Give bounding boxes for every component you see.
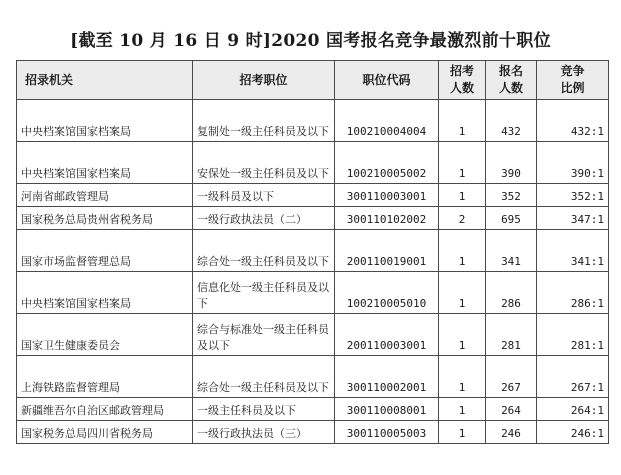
table-row: [17, 100, 609, 142]
header-code: 职位代码: [335, 61, 439, 100]
cell-dept: 新疆维吾尔自治区邮政管理局: [17, 398, 193, 421]
cell-applicants: 341: [486, 230, 537, 272]
cell-quota: 1: [439, 314, 486, 356]
table-row: [17, 207, 609, 230]
table-row: [17, 398, 609, 421]
cell-code: 300110102002: [335, 207, 439, 230]
cell-code: 300110003001: [335, 184, 439, 207]
table-row: [17, 184, 609, 207]
cell-applicants: 286: [486, 272, 537, 314]
cell-applicants: 281: [486, 314, 537, 356]
header-applicants-line1: 报名: [498, 64, 523, 78]
cell-ratio: 390:1: [537, 142, 609, 184]
cell-ratio: 286:1: [537, 272, 609, 314]
table-row: [17, 356, 609, 398]
cell-code: 100210005010: [335, 272, 439, 314]
cell-dept: 中央档案馆国家档案局: [17, 142, 193, 184]
cell-quota: 1: [439, 272, 486, 314]
cell-applicants: 267: [486, 356, 537, 398]
cell-ratio: 281:1: [537, 314, 609, 356]
cell-applicants: 352: [486, 184, 537, 207]
cell-code: 300110005003: [335, 421, 439, 444]
cell-ratio: 341:1: [537, 230, 609, 272]
cell-dept: 上海铁路监督管理局: [17, 356, 193, 398]
cell-applicants: 246: [486, 421, 537, 444]
cell-position: 综合处一级主任科员及以下: [193, 356, 335, 398]
cell-ratio: 352:1: [537, 184, 609, 207]
cell-applicants: 390: [486, 142, 537, 184]
cell-ratio: 432:1: [537, 100, 609, 142]
header-quota-line1: 招考: [449, 64, 474, 78]
cell-dept: 国家市场监督管理总局: [17, 230, 193, 272]
cell-position: 综合与标准处一级主任科员及以下: [193, 314, 335, 356]
header-quota: [439, 61, 486, 100]
cell-dept: 中央档案馆国家档案局: [17, 100, 193, 142]
page-title: [截至 10 月 16 日 9 时]2020 国考报名竞争最激烈前十职位: [70, 31, 551, 51]
cell-quota: 1: [439, 100, 486, 142]
cell-ratio: 267:1: [537, 356, 609, 398]
ranking-table: [16, 60, 609, 444]
header-ratio: [537, 61, 609, 100]
cell-applicants: 264: [486, 398, 537, 421]
cell-quota: 1: [439, 398, 486, 421]
header-quota-line2: 人数: [449, 81, 474, 95]
cell-quota: 1: [439, 184, 486, 207]
cell-code: 300110008001: [335, 398, 439, 421]
cell-quota: 1: [439, 230, 486, 272]
header-ratio-line1: 竞争: [560, 64, 585, 78]
cell-quota: 2: [439, 207, 486, 230]
cell-position: 一级科员及以下: [193, 184, 335, 207]
cell-applicants: 695: [486, 207, 537, 230]
cell-dept: 国家卫生健康委员会: [17, 314, 193, 356]
cell-quota: 1: [439, 356, 486, 398]
header-ratio-line2: 比例: [560, 81, 585, 95]
cell-ratio: 347:1: [537, 207, 609, 230]
cell-position: 综合处一级主任科员及以下: [193, 230, 335, 272]
cell-position: 一级行政执法员（三）: [193, 421, 335, 444]
header-applicants-line2: 人数: [498, 81, 523, 95]
cell-ratio: 264:1: [537, 398, 609, 421]
cell-quota: 1: [439, 421, 486, 444]
cell-code: 200110019001: [335, 230, 439, 272]
cell-position: 复制处一级主任科员及以下: [193, 100, 335, 142]
header-position: 招考职位: [193, 61, 335, 100]
header-dept: 招录机关: [17, 61, 193, 100]
cell-dept: 国家税务总局四川省税务局: [17, 421, 193, 444]
cell-position: 信息化处一级主任科员及以下: [193, 272, 335, 314]
cell-quota: 1: [439, 142, 486, 184]
table-row: [17, 421, 609, 444]
table-row: [17, 272, 609, 314]
table-row: [17, 230, 609, 272]
cell-dept: 中央档案馆国家档案局: [17, 272, 193, 314]
cell-code: 300110002001: [335, 356, 439, 398]
cell-dept: 国家税务总局贵州省税务局: [17, 207, 193, 230]
cell-position: 一级主任科员及以下: [193, 398, 335, 421]
cell-dept: 河南省邮政管理局: [17, 184, 193, 207]
cell-code: 100210005002: [335, 142, 439, 184]
table-row: [17, 314, 609, 356]
table-row: [17, 142, 609, 184]
cell-position: 安保处一级主任科员及以下: [193, 142, 335, 184]
table-header-row: [17, 61, 609, 100]
cell-code: 200110003001: [335, 314, 439, 356]
cell-applicants: 432: [486, 100, 537, 142]
cell-ratio: 246:1: [537, 421, 609, 444]
cell-position: 一级行政执法员（二）: [193, 207, 335, 230]
cell-code: 100210004004: [335, 100, 439, 142]
header-applicants: [486, 61, 537, 100]
